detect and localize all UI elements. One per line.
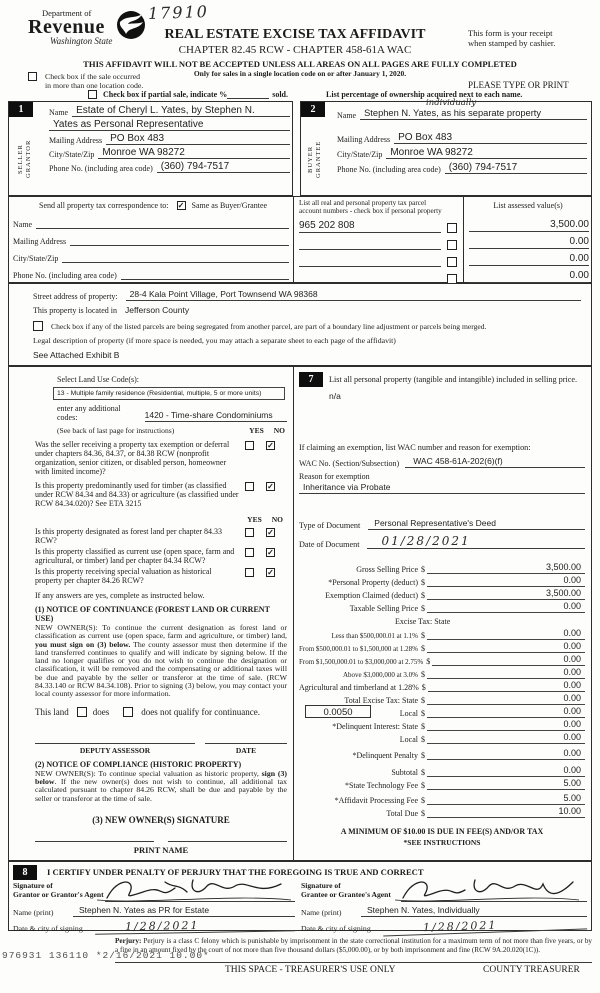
tier3-label: From $1,500,000.01 to $3,000,000 at 2.75% <box>299 657 424 666</box>
land-use-code-box[interactable]: 13 - Multiple family residence (Residential, multiple, 5 or more units) <box>53 387 285 400</box>
send-correspondence-label: Send all property tax correspondence to: <box>39 201 169 210</box>
yes-header: YES <box>249 426 264 435</box>
compliance-body-pre: NEW OWNER(S): To continue special valuation as historic property, <box>35 768 262 778</box>
new-owner-signature-line-2[interactable] <box>168 841 287 842</box>
question-row-2 <box>35 481 287 508</box>
q4-yes-checkbox[interactable] <box>245 548 254 557</box>
buyer-mailing-input[interactable]: PO Box 483 <box>394 132 587 144</box>
question-2-text: Is this property predominantly used for timber (as classified under RCW 84.34 and 84.33) or agriculture (as classified under RCW 84.34.020)? See ETA 3215 <box>35 481 239 508</box>
send-correspondence-row <box>39 201 267 210</box>
main-area <box>8 366 592 861</box>
personal-property-value[interactable]: n/a <box>329 391 341 401</box>
corr-phone-label: Phone No. (including area code) <box>13 271 117 280</box>
partial-sale-checkbox[interactable] <box>88 90 97 99</box>
deputy-assessor-label: DEPUTY ASSESSOR <box>79 745 151 755</box>
perjury-bold: Perjury: <box>115 937 142 945</box>
buyer-section <box>300 98 592 196</box>
dollar-sign: $ <box>421 696 425 706</box>
question-1-text: Was the seller receiving a property tax exemption or deferral under chapters 84.36, 84.37, or 84.38 RCW (nonprofit organization, senior citizen, or disabled person, homeowner with limited income)? <box>35 440 230 476</box>
parcel-header-2: account numbers - check box if personal property <box>299 207 442 215</box>
question-3-text: Is this property designated as forest land per chapter 84.33 RCW? <box>35 527 223 545</box>
dollar-sign: $ <box>421 682 426 692</box>
dollar-sign: $ <box>421 735 425 745</box>
county-treasurer-label: COUNTY TREASURER <box>483 965 580 975</box>
corr-name-label: Name <box>13 220 33 229</box>
grantor-name-print-label: Name (print) <box>13 908 54 917</box>
tier4-label: Above $3,000,000 at 3.0% <box>342 670 418 679</box>
deputy-date-line[interactable] <box>205 743 287 744</box>
total-excise-state-label: Total Excise Tax: State <box>344 696 418 706</box>
no-header-2: NO <box>271 515 283 524</box>
question-5-text: Is this property receiving special valuation as historical property per chapter 84.26 RCW? <box>35 567 212 585</box>
parcel-number-input-2[interactable] <box>299 239 441 250</box>
compliance-title: (2) NOTICE OF COMPLIANCE (HISTORIC PROPERTY) <box>35 759 242 769</box>
subtotal-label: Subtotal <box>391 767 418 777</box>
compliance-body-post: . If the new owner(s) does not wish to continue, all additional tax calculated pursuant to chapter 84.26 RCW, shall be due and payable by the seller or transferor at the time of sale. <box>35 776 287 803</box>
grantee-date-input[interactable]: 1/28/2021 <box>383 915 587 936</box>
partial-sale-label: Check box if partial sale, indicate % <box>103 90 228 99</box>
question-row-1 <box>35 440 287 476</box>
deputy-assessor-row <box>35 743 287 755</box>
land-use-column <box>9 367 293 870</box>
grantee-sig-label-1: Signature of <box>301 881 341 890</box>
does-label: does <box>92 706 110 717</box>
seller-phone-input[interactable]: (360) 794-7517 <box>157 161 290 173</box>
seller-name-input-2[interactable]: Yates as Personal Representative <box>49 119 290 131</box>
q3-yes-checkbox[interactable] <box>245 528 254 537</box>
new-owner-signature-lines <box>35 841 287 842</box>
assessed-value-2[interactable]: 0.00 <box>469 232 589 249</box>
grantee-signature-image <box>393 876 583 904</box>
grantor-sig-label-1: Signature of <box>13 881 53 890</box>
seller-mailing-input[interactable]: PO Box 483 <box>106 133 290 145</box>
delinquent-interest-state-label: *Delinquent Interest: State <box>332 722 418 732</box>
land-qualify-row <box>35 707 287 717</box>
buyer-name-label: Name <box>337 111 357 120</box>
doc-type-label: Type of Document <box>299 521 361 530</box>
seller-mailing-label: Mailing Address <box>49 136 103 145</box>
personal-property-label: List all personal property (tangible and intangible) included in selling price. <box>329 375 578 384</box>
tier4-input[interactable]: 0.00 <box>427 666 585 679</box>
dollar-sign: $ <box>421 604 425 614</box>
please-type-label: PLEASE TYPE OR PRINT <box>468 80 569 90</box>
receipt-note-line2: when stamped by cashier. <box>468 38 556 48</box>
buyer-city-label: City/State/Zip <box>337 150 383 159</box>
seller-city-input[interactable]: Monroe WA 98272 <box>98 147 290 159</box>
wac-input[interactable]: WAC 458-61A-202(6)(f) <box>405 456 585 468</box>
question-row-3 <box>35 527 287 545</box>
state-tech-fee-label: *State Technology Fee <box>344 780 418 790</box>
same-as-buyer-label: Same as Buyer/Grantee <box>191 201 268 210</box>
this-land-label: This land <box>35 706 69 717</box>
receipt-note-line1: This form is your receipt <box>468 28 553 38</box>
divider <box>463 197 464 284</box>
assessed-value-3[interactable]: 0.00 <box>469 249 589 266</box>
seller-name-label: Name <box>49 108 69 117</box>
taxable-selling-input[interactable]: 0.00 <box>427 600 585 613</box>
seller-city-label: City/State/Zip <box>49 150 95 159</box>
buyer-name-handwritten-insert: individually <box>426 98 477 108</box>
q3-no-checkbox[interactable]: ✓ <box>267 528 274 537</box>
located-in-label: This property is located in <box>33 306 117 315</box>
compliance-body-bold: sign (3) below <box>35 768 288 786</box>
additional-codes-label: enter any additional codes: <box>57 404 121 422</box>
buyer-phone-input[interactable]: (360) 794-7517 <box>445 162 587 174</box>
dollar-sign: $ <box>421 767 425 777</box>
exemption-claimed-label: Exemption Claimed (deduct) <box>325 591 418 601</box>
personal-prop-deduct-input[interactable]: 0.00 <box>427 574 585 587</box>
seller-name-input[interactable]: Estate of Cheryl L. Yates, by Stephen N. <box>72 105 290 117</box>
q5-no-checkbox[interactable]: ✓ <box>267 568 274 577</box>
ownership-note: List percentage of ownership acquired next to each name. <box>326 90 523 99</box>
dollar-sign: $ <box>421 565 425 575</box>
form-title: REAL ESTATE EXCISE TAX AFFIDAVIT <box>164 27 426 42</box>
total-excise-state-input[interactable]: 0.00 <box>427 692 585 705</box>
agricultural-input[interactable]: 0.00 <box>428 679 585 692</box>
multi-location-label <box>37 72 143 90</box>
grantee-sig-label-2: Grantee or Grantee's Agent <box>301 889 391 899</box>
seller-side-label: SELLER GRANTOR <box>17 139 32 179</box>
corr-city-input[interactable] <box>62 251 289 263</box>
see-back-note: (See back of last page for instructions) <box>57 426 175 435</box>
continuance-body-pre: NEW OWNER(S): To continue the current designation as forest land or classification as current use (open space, farm and agriculture, or timber) land, <box>35 623 287 641</box>
dollar-sign: $ <box>421 578 425 588</box>
parcel-number-input[interactable]: 965 202 808 <box>299 220 441 233</box>
doc-date-input[interactable]: 01/28/2021 <box>367 534 585 549</box>
delinquent-penalty-label: *Delinquent Penalty <box>352 751 418 761</box>
reason-input[interactable]: Inheritance via Probate <box>299 482 585 494</box>
if-any-yes-note: If any answers are yes, complete as instructed below. <box>35 591 205 600</box>
continuance-body-bold: you must sign on (3) below. <box>35 639 131 649</box>
dollar-sign: $ <box>421 643 425 653</box>
form-chapter: CHAPTER 82.45 RCW - CHAPTER 458-61A WAC <box>178 44 412 56</box>
divider <box>293 197 294 284</box>
continuance-title: (1) NOTICE OF CONTINUANCE (FOREST LAND OR CURRENT USE) <box>35 605 270 623</box>
new-owner-signature-line-1[interactable] <box>35 841 154 842</box>
corr-mailing-input[interactable] <box>70 234 289 246</box>
segregated-checkbox[interactable] <box>33 321 43 331</box>
agricultural-label: Agricultural and timberland at 1.28% <box>299 682 419 692</box>
see-instructions-note: *SEE INSTRUCTIONS <box>403 837 481 847</box>
reason-label: Reason for exemption <box>299 472 370 481</box>
does-not-label: does not qualify for continuance. <box>141 706 260 717</box>
dollar-sign: $ <box>421 591 425 601</box>
street-address-input[interactable]: 28-4 Kala Point Village, Port Townsend WA 98368 <box>126 289 581 301</box>
dollar-sign: $ <box>421 709 425 719</box>
handwritten-receipt-number: 17910 <box>147 1 210 24</box>
buyer-name-input[interactable]: Stephen N. Yates, as his separate property <box>360 108 587 120</box>
segregated-label: Check box if any of the listed parcels are being segregated from another parcel, are part of a boundary line adjustment or parcels being merged. <box>51 321 487 331</box>
partial-sale-percent-field[interactable] <box>227 90 269 99</box>
personal-prop-deduct-label: *Personal Property (deduct) <box>328 578 418 588</box>
multi-location-label-2: in more than one location code. <box>45 81 144 90</box>
dollar-sign: $ <box>421 669 425 679</box>
dollar-sign: $ <box>421 722 425 732</box>
delinquent-interest-state-input[interactable]: 0.00 <box>427 718 585 731</box>
exemption-claimed-input[interactable]: 3,500.00 <box>427 587 585 600</box>
subtotal-input[interactable]: 0.00 <box>427 764 585 777</box>
county-input[interactable]: Jefferson County <box>124 305 190 315</box>
parcel-number-input-3[interactable] <box>299 256 441 267</box>
q2-no-checkbox[interactable]: ✓ <box>267 482 274 491</box>
certify-section <box>8 861 592 935</box>
tax-table <box>299 561 585 818</box>
treasurer-space-label: THIS SPACE - TREASURER'S USE ONLY <box>225 965 396 975</box>
q5-yes-checkbox[interactable] <box>245 568 254 577</box>
grantor-certify-block <box>13 882 295 933</box>
legal-description-label: Legal description of property (if more space is needed, you may attach a separate sheet to each page of the affidavit) <box>33 336 396 345</box>
delinquent-interest-local-input[interactable]: 0.00 <box>427 731 585 744</box>
assessed-value-1[interactable]: 3,500.00 <box>469 217 589 232</box>
form-title-block <box>130 27 460 56</box>
question-row-5 <box>35 567 287 585</box>
deputy-date-label: DATE <box>235 745 257 755</box>
washington-state-label: Washington State <box>50 36 113 46</box>
continuance-body <box>35 624 287 699</box>
does-not-checkbox[interactable] <box>123 707 133 717</box>
warning-line: THIS AFFIDAVIT WILL NOT BE ACCEPTED UNLESS ALL AREAS ON ALL PAGES ARE FULLY COMPLETED <box>83 59 517 69</box>
section-7-badge: 7 <box>299 372 323 387</box>
tier3-input[interactable]: 0.00 <box>432 653 585 666</box>
delinquent-penalty-input[interactable]: 0.00 <box>427 747 585 760</box>
q1-no-checkbox[interactable]: ✓ <box>267 441 274 450</box>
section-2-badge: 2 <box>301 102 325 117</box>
local-rate-box[interactable]: 0.0050 <box>305 705 371 718</box>
grantor-date-input[interactable]: 1/28/2021 <box>95 917 295 934</box>
grantee-signature-field[interactable] <box>401 882 587 902</box>
print-name-label: PRINT NAME <box>133 844 189 855</box>
exemption-note: If claiming an exemption, list WAC number and reason for exemption: <box>299 443 531 452</box>
tier2-label: From $500,000.01 to $1,500,000 at 1.28% <box>299 644 418 653</box>
local-input[interactable]: 0.00 <box>427 705 585 718</box>
parcel-header <box>299 199 459 215</box>
parcel-personal-checkbox-1[interactable] <box>447 223 457 233</box>
wac-label: WAC No. (Section/Subsection) <box>299 459 400 468</box>
continuance-body-post: The county assessor must then determine if the land transferred continues to qualify and will indicate by signing below. If the land no longer qualifies or you do not wish to continue the designation or classification, it will be removed and the compensating or additional taxes will be due and payable by the seller or transferor at the time of sale. (RCW 84.33.140 or RCW 84.34.108). Prior to signing (3) below, you may contact your local county assessor for more information. <box>35 639 287 699</box>
excise-tax-state-header: Excise Tax: State <box>395 617 451 627</box>
question-row-4 <box>35 547 287 565</box>
grantee-certify-block <box>301 882 587 933</box>
buyer-side-label: BUYER GRANTEE <box>307 140 322 178</box>
buyer-mailing-label: Mailing Address <box>337 135 391 144</box>
buyer-phone-label: Phone No. (including area code) <box>337 165 441 174</box>
doc-type-input[interactable]: Personal Representative's Deed <box>368 518 585 530</box>
q1-yes-checkbox[interactable] <box>245 441 254 450</box>
new-owner-signature-title: (3) NEW OWNER(S) SIGNATURE <box>92 814 230 825</box>
same-as-buyer-checkbox[interactable]: ✓ <box>177 201 185 210</box>
deputy-assessor-signature-line[interactable] <box>35 743 195 744</box>
multi-location-label-1: Check box if the sale occurred <box>45 72 141 81</box>
grantee-date-label: Date & city of signing <box>301 924 371 933</box>
dollar-sign: $ <box>421 808 425 818</box>
gross-selling-input[interactable]: 3,500.00 <box>427 561 585 574</box>
grantee-name-input[interactable]: Stephen N. Yates, Individually <box>361 905 587 917</box>
local-label: Local <box>399 709 418 719</box>
property-section <box>8 283 592 366</box>
seller-section <box>8 101 293 196</box>
compliance-body <box>35 770 287 803</box>
assessed-value-4[interactable]: 0.00 <box>469 266 589 283</box>
additional-codes-input[interactable]: 1420 - Time-share Condominiums <box>145 410 287 422</box>
dollar-sign: $ <box>421 780 425 790</box>
parcel-personal-checkbox-2[interactable] <box>447 240 457 250</box>
grantor-signature-field[interactable] <box>105 882 295 902</box>
dept-of-label: Department of <box>42 8 92 18</box>
multi-location-checkbox[interactable] <box>28 72 37 81</box>
state-tech-fee-input[interactable]: 5.00 <box>427 777 585 790</box>
doc-date-label: Date of Document <box>299 540 360 549</box>
tier1-input[interactable]: 0.00 <box>427 627 585 640</box>
no-header: NO <box>273 426 285 435</box>
legal-description-value[interactable]: See Attached Exhibit B <box>33 350 120 360</box>
corr-name-input[interactable] <box>36 217 289 229</box>
receipt-note <box>468 28 590 48</box>
delinquent-interest-local-label: Local <box>399 735 418 745</box>
section-1-badge: 1 <box>9 102 33 117</box>
dollar-sign: $ <box>426 656 431 666</box>
parcel-personal-checkbox-3[interactable] <box>447 257 457 267</box>
minimum-note: A MINIMUM OF $10.00 IS DUE IN FEE(S) AND/OR TAX <box>340 826 544 836</box>
dollar-sign: $ <box>421 795 425 805</box>
section-8-badge: 8 <box>13 865 37 880</box>
tax-column <box>293 367 593 847</box>
grantor-sig-label-2: Grantor or Grantor's Agent <box>13 889 104 899</box>
seller-phone-label: Phone No. (including area code) <box>49 164 153 173</box>
revenue-wordmark: Revenue <box>28 16 105 38</box>
parcel-header-1: List all real and personal property tax parcel <box>299 199 427 207</box>
correspondence-section <box>8 196 592 283</box>
does-checkbox[interactable] <box>77 707 87 717</box>
q4-no-checkbox[interactable]: ✓ <box>267 548 274 557</box>
total-due-input[interactable]: 10.00 <box>427 805 585 818</box>
dollar-sign: $ <box>421 751 425 761</box>
affidavit-fee-label: *Affidavit Processing Fee <box>334 795 418 805</box>
grantee-name-print-label: Name (print) <box>301 908 342 917</box>
affidavit-fee-input[interactable]: 5.00 <box>427 792 585 805</box>
taxable-selling-label: Taxable Selling Price <box>349 604 418 614</box>
footer-rule <box>115 962 592 963</box>
grantor-signature-image <box>95 876 295 904</box>
certify-statement: I CERTIFY UNDER PENALTY OF PERJURY THAT THE FOREGOING IS TRUE AND CORRECT <box>47 867 424 877</box>
corr-phone-input[interactable] <box>121 268 289 280</box>
corr-mailing-label: Mailing Address <box>13 237 67 246</box>
tier2-input[interactable]: 0.00 <box>427 640 585 653</box>
street-address-label: Street address of property: <box>33 292 118 301</box>
multi-location-row <box>28 72 143 90</box>
partial-sale-sold: sold. <box>272 90 289 99</box>
dollar-sign: $ <box>421 630 425 640</box>
select-land-use-label: Select Land Use Code(s): <box>57 375 139 384</box>
assessed-header: List assessed value(s) <box>493 201 563 210</box>
total-due-label: Total Due <box>386 808 418 818</box>
perjury-text: Perjury is a class C felony which is punishable by imprisonment in the state correctional institution for a maximum term of not more than five years, or by a fine in an amount fixed by the court of not more than five thousand dollars ($5,000.00), or by both imprisonment and fine (RCW 9A.20.020(1C)). <box>115 937 593 954</box>
question-4-text: Is this property classified as current use (open space, farm and agricultural, or timber) land per chapter 84.34 RCW? <box>35 547 235 565</box>
corr-city-label: City/State/Zip <box>13 254 59 263</box>
q2-yes-checkbox[interactable] <box>245 482 254 491</box>
sales-note: Only for sales in a single location code on or after January 1, 2020. <box>193 69 407 78</box>
yes-header-2: YES <box>247 515 262 524</box>
gross-selling-label: Gross Selling Price <box>356 565 418 575</box>
treasurer-stamp: 976931 136110 *2/16/2021 10.00* <box>2 950 210 961</box>
tier1-label: Less than $500,000.01 at 1.1% <box>331 631 418 640</box>
buyer-city-input[interactable]: Monroe WA 98272 <box>386 147 587 159</box>
grantor-date-label: Date & city of signing <box>13 924 83 933</box>
grantor-name-input[interactable]: Stephen N. Yates as PR for Estate <box>73 905 295 917</box>
